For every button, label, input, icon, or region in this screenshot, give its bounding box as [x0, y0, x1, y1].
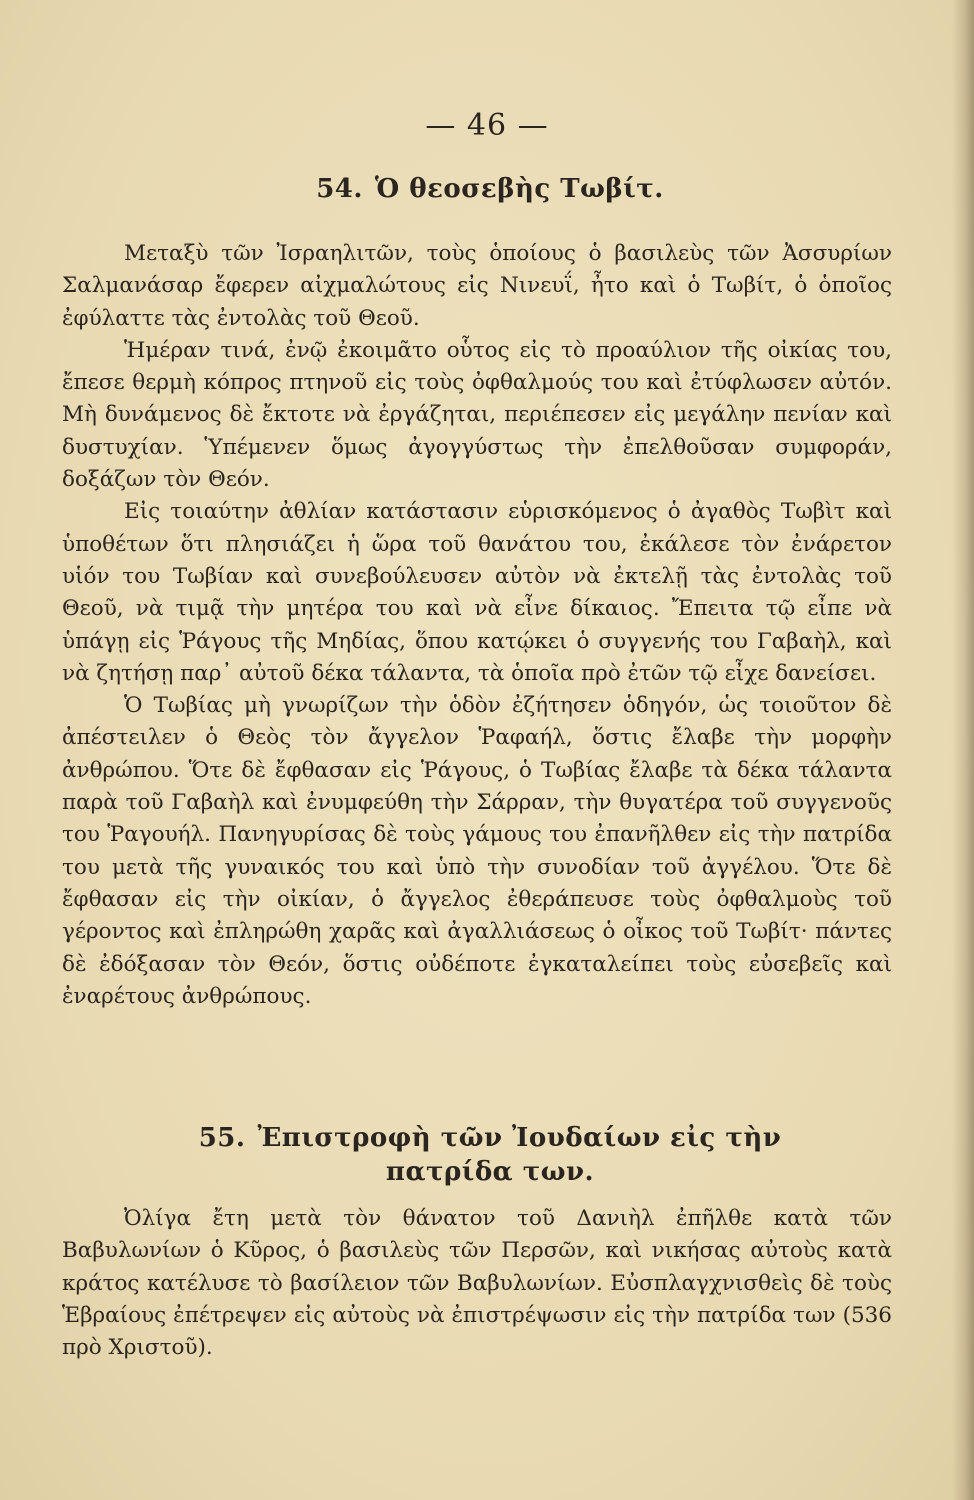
section-54-paragraph-3: Εἰς τοιαύτην ἀθλίαν κατάστασιν εὑρισκόμενος ὁ ἀγαθὸς Τωβὶτ καὶ ὑποθέτων ὅτι πλησιάζει ἡ ὥρα τοῦ θανάτου του, ἐκάλεσε τὸν ἐνάρετον υἱόν του Τωβίαν καὶ συνεβούλευσεν αὐτὸν νὰ ἐκτελῇ τὰς ἐντολὰς τοῦ Θεοῦ, νὰ τιμᾷ τὴν μητέρα του καὶ νὰ εἶνε δίκαιος. Ἔπειτα τῷ εἶπε νὰ ὑπάγῃ εἰς Ῥάγους τῆς Μηδίας, ὅπου κατῴκει ὁ συγγενής του Γαβαὴλ, καὶ νὰ ζητήσῃ παρ᾽ αὐτοῦ δέκα τάλαντα, τὰ ὁποῖα πρὸ ἐτῶν τῷ εἶχε δανείσει.: [62, 499, 892, 686]
section-54-paragraph-1: Μεταξὺ τῶν Ἰσραηλιτῶν, τοὺς ὁποίους ὁ βασιλεὺς τῶν Ἀσσυρίων Σαλμανάσαρ ἔφερεν αἰχμαλώτους εἰς Νινευΐ, ἦτο καὶ ὁ Τωβίτ, ὁ ὁποῖος ἐφύλαττε τὰς ἐντολὰς τοῦ Θεοῦ.: [62, 241, 892, 331]
page-edge-shadow: [952, 0, 974, 1500]
section-55-body: [62, 1203, 892, 1364]
page-number: — 46 —: [425, 108, 549, 143]
section-54-paragraph-4: Ὁ Τωβίας μὴ γνωρίζων τὴν ὁδὸν ἐζήτησεν ὁδηγόν, ὡς τοιοῦτον δὲ ἀπέστειλεν ὁ Θεὸς τὸν ἄγγελον Ῥαφαήλ, ὅστις ἔλαβε τὴν μορφὴν ἀνθρώπου. Ὅτε δὲ ἔφθασαν εἰς Ῥάγους, ὁ Τωβίας ἔλαβε τὰ δέκα τάλαντα παρὰ τοῦ Γαβαὴλ καὶ ἐνυμφεύθη τὴν Σάρραν, τὴν θυγατέρα τοῦ συγγενοῦς του Ῥαγουήλ. Πανηγυρίσας δὲ τοὺς γάμους του ἐπανῆλθεν εἰς τὴν πατρίδα του μετὰ τῆς γυναικός του καὶ ὑπὸ τὴν συνοδίαν τοῦ ἀγγέλου. Ὅτε δὲ ἔφθασαν εἰς τὴν οἰκίαν, ὁ ἄγγελος ἐθεράπευσε τοὺς ὀφθαλμοὺς τοῦ γέροντος καὶ ἐπληρώθη χαρᾶς καὶ ἀγαλλιάσεως ὁ οἶκος τοῦ Τωβίτ· πάντες δὲ ἐδόξασαν τὸν Θεόν, ὅστις οὐδέποτε ἐγκαταλείπει τοὺς εὐσεβεῖς καὶ ἐναρέτους ἀνθρώπους.: [62, 693, 892, 1009]
section-54-title: Ὁ θεοσεβὴς Τωβίτ.: [374, 174, 664, 204]
section-55-paragraph-1: Ὀλίγα ἔτη μετὰ τὸν θάνατον τοῦ Δανιὴλ ἐπῆλθε κατὰ τῶν Βαβυλωνίων ὁ Κῦρος, ὁ βασιλεὺς τῶν Περσῶν, καὶ νικήσας αὐτοὺς κατὰ κράτος κατέλυσε τὸ βασίλειον τῶν Βαβυλωνίων. Εὐσπλαγχνισθεὶς δὲ τοὺς Ἑβραίους ἐπέτρεψεν εἰς αὐτοὺς νὰ ἐπιστρέψωσιν εἰς τὴν πατρίδα των (536 πρὸ Χριστοῦ).: [62, 1206, 892, 1361]
section-55-heading-line-1: [60, 1121, 920, 1155]
section-54-number: 54.: [316, 174, 363, 204]
section-54-body: [62, 238, 892, 1013]
section-54-heading: [60, 174, 920, 204]
section-54-paragraph-2: Ἡμέραν τινά, ἐνῷ ἐκοιμᾶτο οὗτος εἰς τὸ προαύλιον τῆς οἰκίας του, ἔπεσε θερμὴ κόπρος πτηνοῦ εἰς τοὺς ὀφθαλμούς του καὶ ἐτύφλωσεν αὐτόν. Μὴ δυνάμενος δὲ ἔκτοτε νὰ ἐργάζηται, περιέπεσεν εἰς μεγάλην πενίαν καὶ δυστυχίαν. Ὑπέμενεν ὅμως ἀγογγύστως τὴν ἐπελθοῦσαν συμφοράν, δοξάζων τὸν Θεόν.: [62, 337, 892, 493]
section-55-number: 55.: [198, 1123, 246, 1153]
section-55-heading: [60, 1121, 920, 1189]
section-55-title-line-2: πατρίδα των.: [385, 1157, 595, 1187]
section-55-title-line-1: Ἐπιστροφὴ τῶν Ἰουδαίων εἰς τὴν: [257, 1123, 782, 1153]
